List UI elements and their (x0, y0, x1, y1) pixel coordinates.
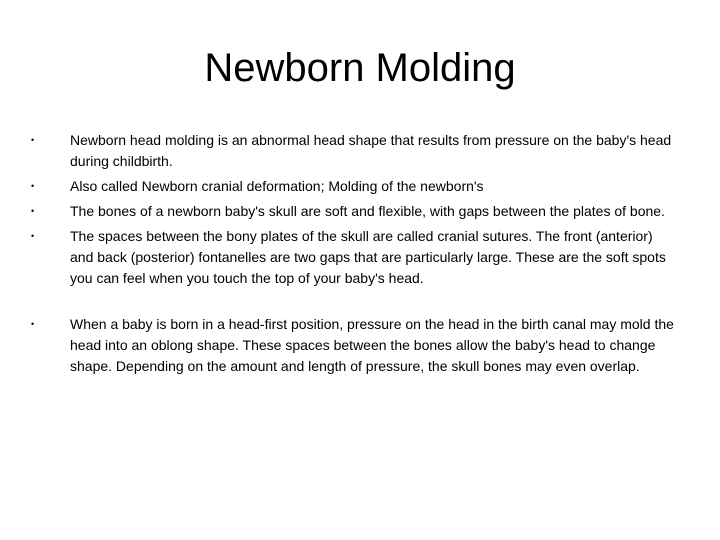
bullet-dot-icon: • (31, 206, 35, 216)
slide-title: Newborn Molding (204, 46, 516, 90)
bullet-list (28, 130, 678, 381)
bullet-item (28, 226, 678, 289)
bullet-dot-icon: • (31, 181, 35, 191)
bullet-dot-icon: • (31, 231, 35, 241)
bullet-dot-icon: • (31, 319, 35, 329)
bullet-item (28, 176, 678, 197)
bullet-text: The bones of a newborn baby's skull are soft and flexible, with gaps between the plates of bone. (70, 203, 665, 219)
bullet-dot-icon: • (31, 135, 35, 145)
bullet-text: The spaces between the bony plates of the skull are called cranial sutures. The front (anterior) and back (posterior) fontanelles are two gaps that are particularly large. These are the soft spots you can feel when you touch the top of your baby's head. (70, 228, 666, 286)
bullet-text: When a baby is born in a head-first position, pressure on the head in the birth canal may mold the head into an oblong shape. These spaces between the bones allow the baby's head to change shape. Depending on the amount and length of pressure, the skull bones may even overlap. (70, 316, 674, 374)
bullet-text: Newborn head molding is an abnormal head shape that results from pressure on the baby's head during childbirth. (70, 132, 672, 169)
bullet-item (28, 201, 678, 222)
bullet-item (28, 130, 678, 172)
bullet-text: Also called Newborn cranial deformation; Molding of the newborn's (70, 178, 484, 194)
bullet-item (28, 314, 678, 377)
